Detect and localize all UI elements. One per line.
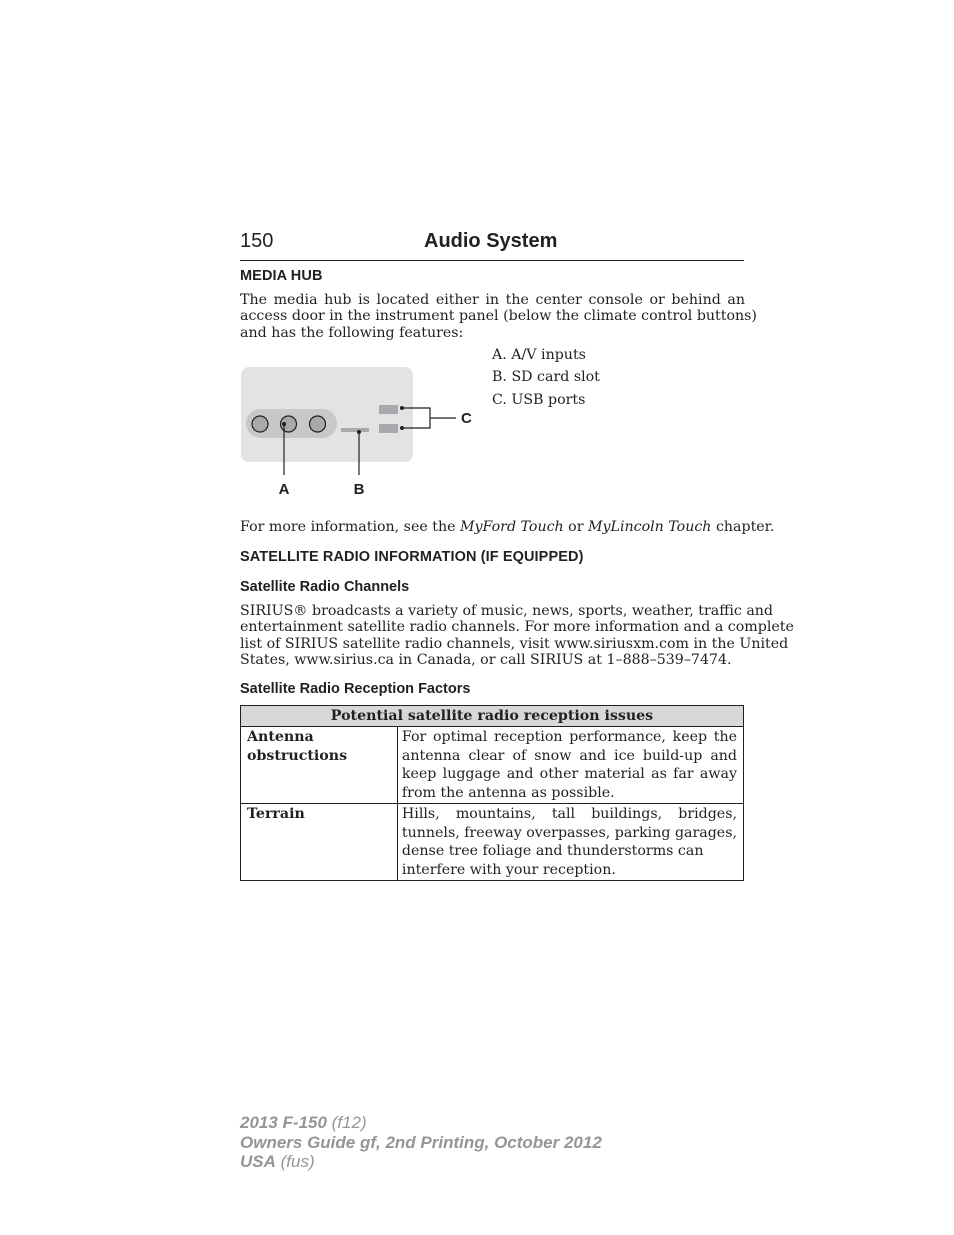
page-footer	[240, 1113, 602, 1172]
mylincoln-touch-reference: MyLincoln Touch	[588, 519, 712, 535]
term-line: Terrain	[247, 806, 305, 822]
figure-label-b: B	[353, 481, 365, 498]
reception-issues-table	[240, 705, 744, 881]
more-info-prefix: For more information, see the	[240, 519, 461, 535]
channels-heading: Satellite Radio Channels	[240, 579, 410, 595]
media-hub-intro	[240, 292, 757, 341]
table-row	[241, 804, 744, 881]
legend-item-usb-ports: C. USB ports	[492, 392, 586, 408]
table-row	[241, 727, 744, 804]
av-input-jack	[252, 416, 268, 432]
usb-port	[379, 424, 398, 433]
channels-paragraph	[240, 603, 794, 668]
intro-line: and has the following features:	[240, 324, 464, 341]
description-line: antenna clear of snow and ice build-up and	[401, 747, 737, 764]
section-title: Audio System	[424, 230, 558, 252]
more-info-suffix: chapter.	[711, 519, 775, 535]
legend-item-sd-card: B. SD card slot	[492, 369, 600, 385]
description-line: For optimal reception performance, keep the	[401, 729, 737, 745]
media-hub-heading: MEDIA HUB	[240, 268, 323, 284]
footer-guide: Owners Guide gf, 2nd Printing, October 2012	[240, 1132, 602, 1152]
reception-heading: Satellite Radio Reception Factors	[240, 681, 471, 697]
description-line: Hills, mountains, tall buildings, bridges,	[401, 806, 737, 822]
legend-item-av-inputs: A. A/V inputs	[492, 347, 586, 363]
description-line: interfere with your reception.	[401, 861, 616, 878]
myford-touch-reference: MyFord Touch	[460, 519, 564, 535]
figure-label-c: C	[461, 410, 472, 427]
leader-dot-a	[282, 422, 286, 426]
intro-line: The media hub is located either in the center console or behind an	[240, 292, 745, 308]
footer-region: USA	[240, 1152, 276, 1171]
channels-line: list of SIRIUS satellite radio channels, visit www.siriusxm.com in the United	[240, 635, 789, 652]
usb-port	[379, 405, 398, 414]
satellite-heading: SATELLITE RADIO INFORMATION (IF EQUIPPED)	[240, 549, 584, 565]
page-number: 150	[240, 230, 274, 252]
footer-model: 2013 F-150	[240, 1113, 327, 1132]
media-hub-illustration	[235, 362, 485, 502]
intro-line: access door in the instrument panel (below the climate control buttons)	[240, 308, 757, 325]
description-line: dense tree foliage and thunderstorms can	[401, 843, 704, 860]
table-description	[397, 804, 743, 881]
table-header: Potential satellite radio reception issues	[241, 706, 744, 727]
description-line: tunnels, freeway overpasses, parking garages,	[401, 824, 737, 841]
table-term	[241, 727, 398, 804]
more-info-text	[240, 519, 775, 535]
term-line: obstructions	[247, 747, 348, 764]
more-info-or: or	[563, 519, 589, 535]
page-header	[240, 229, 744, 261]
channels-line: SIRIUS® broadcasts a variety of music, news, sports, weather, traffic and	[240, 603, 773, 619]
footer-model-code: (f12)	[326, 1113, 367, 1132]
description-line: from the antenna as possible.	[401, 784, 615, 801]
leader-dot-c	[400, 406, 404, 410]
term-line: Antenna	[247, 729, 314, 745]
av-input-jack	[310, 416, 326, 432]
table-header-row	[241, 706, 744, 727]
leader-dot-b	[357, 430, 361, 434]
table-term	[241, 804, 398, 881]
channels-line: States, www.sirius.ca in Canada, or call SIRIUS at 1–888–539–7474.	[240, 651, 732, 668]
table-description	[397, 727, 743, 804]
figure-label-a: A	[278, 481, 290, 498]
footer-region-code: (fus)	[275, 1152, 315, 1171]
channels-line: entertainment satellite radio channels. For more information and a complete	[240, 619, 794, 636]
sd-card-slot	[341, 428, 369, 432]
leader-dot-c	[400, 426, 404, 430]
description-line: keep luggage and other material as far away	[401, 766, 737, 783]
